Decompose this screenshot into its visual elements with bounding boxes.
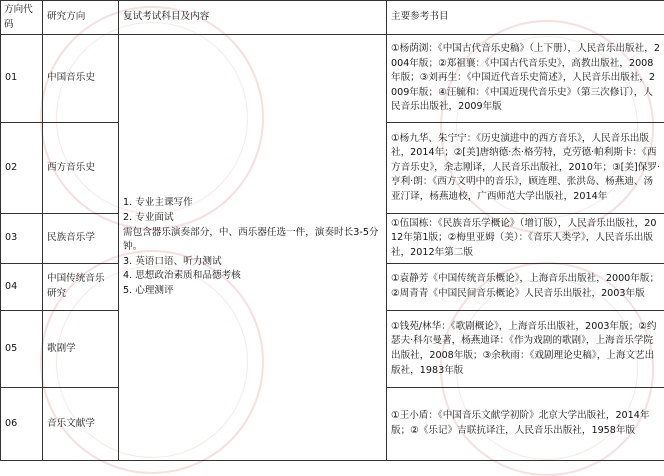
exam-item: 需包含器乐演奏部分，中、西乐器任选一件，演奏时长3-5分钟。: [123, 226, 382, 255]
row-code: 03: [1, 214, 43, 264]
row-direction: 音乐文献学: [43, 388, 119, 461]
header-subjects: 复试考试科目及内容: [119, 1, 387, 35]
exam-item: 5. 心理测评: [123, 284, 382, 299]
header-direction: 研究方向: [43, 1, 119, 35]
row-direction: 中国传统音乐研究: [43, 264, 119, 311]
exam-item: 4. 思想政治素质和品德考核: [123, 269, 382, 284]
row-direction: 歌剧学: [43, 311, 119, 388]
header-code: 方向代码: [1, 1, 43, 35]
header-references: 主要参考书目: [387, 1, 664, 35]
table-row: [1, 35, 664, 123]
exam-item: 2. 专业面试: [123, 211, 382, 226]
row-references: ①杨荫浏：《中国古代音乐史稿》（上下册），人民音乐出版社，2004年版；②郑祖襄：《中国古代音乐史》，高教出版社，2008年版；③刘再生：《中国近代音乐史简述》，人民音乐出版社，2009年版；④汪毓和：《中国近现代音乐史》（第三次修订），人民音乐出版社，2009年版: [387, 35, 664, 123]
exam-item: 3. 英语口语、听力测试: [123, 255, 382, 270]
row-references: ①王小盾：《中国音乐文献学初阶》北京大学出版社，2014年版；②《乐记》吉联抗译注，人民音乐出版社，1958年版: [387, 388, 664, 461]
row-direction: 民族音乐学: [43, 214, 119, 264]
row-references: ①钱苑/林华：《歌剧概论》，上海音乐出版社，2003年版；②约瑟夫·科尔曼著，杨燕迪译：《作为戏剧的歌剧》，上海音乐学院出版社，2008年版；③余秋雨：《戏剧理论史稿》，上海文艺出版社，1983年版: [387, 311, 664, 388]
row-direction: 中国音乐史: [43, 35, 119, 123]
table-header-row: [1, 1, 664, 35]
exam-subjects-cell: [119, 35, 387, 461]
row-code: 01: [1, 35, 43, 123]
row-code: 02: [1, 123, 43, 214]
row-code: 06: [1, 388, 43, 461]
row-code: 04: [1, 264, 43, 311]
row-code: 05: [1, 311, 43, 388]
row-references: ①伍国栋：《民族音乐学概论》（增订版），人民音乐出版社，2012年第1版；②梅里亚姆（美）：《音乐人类学》，人民音乐出版社，2012年第二版: [387, 214, 664, 264]
exam-item: 1. 专业主课写作: [123, 196, 382, 211]
row-direction: 西方音乐史: [43, 123, 119, 214]
row-references: ①杨九华、朱宁宁：《历史演进中的西方音乐》，人民音乐出版社，2014年；②[美]唐纳德·杰·格劳特，克劳德·帕利斯卡：《西方音乐史》，余志刚译，人民音乐出版社，2010年；③[美]保罗·亨利·朗：《西方文明中的音乐》，顾连理、张洪岛、杨燕迪、汤亚汀译，杨燕迪校，广西师范大学出版社，2014年: [387, 123, 664, 214]
row-references: ①袁静芳《中国传统音乐概论》，上海音乐出版社，2000年版；②周青青《中国民间音乐概论》人民音乐出版社，2003年版: [387, 264, 664, 311]
